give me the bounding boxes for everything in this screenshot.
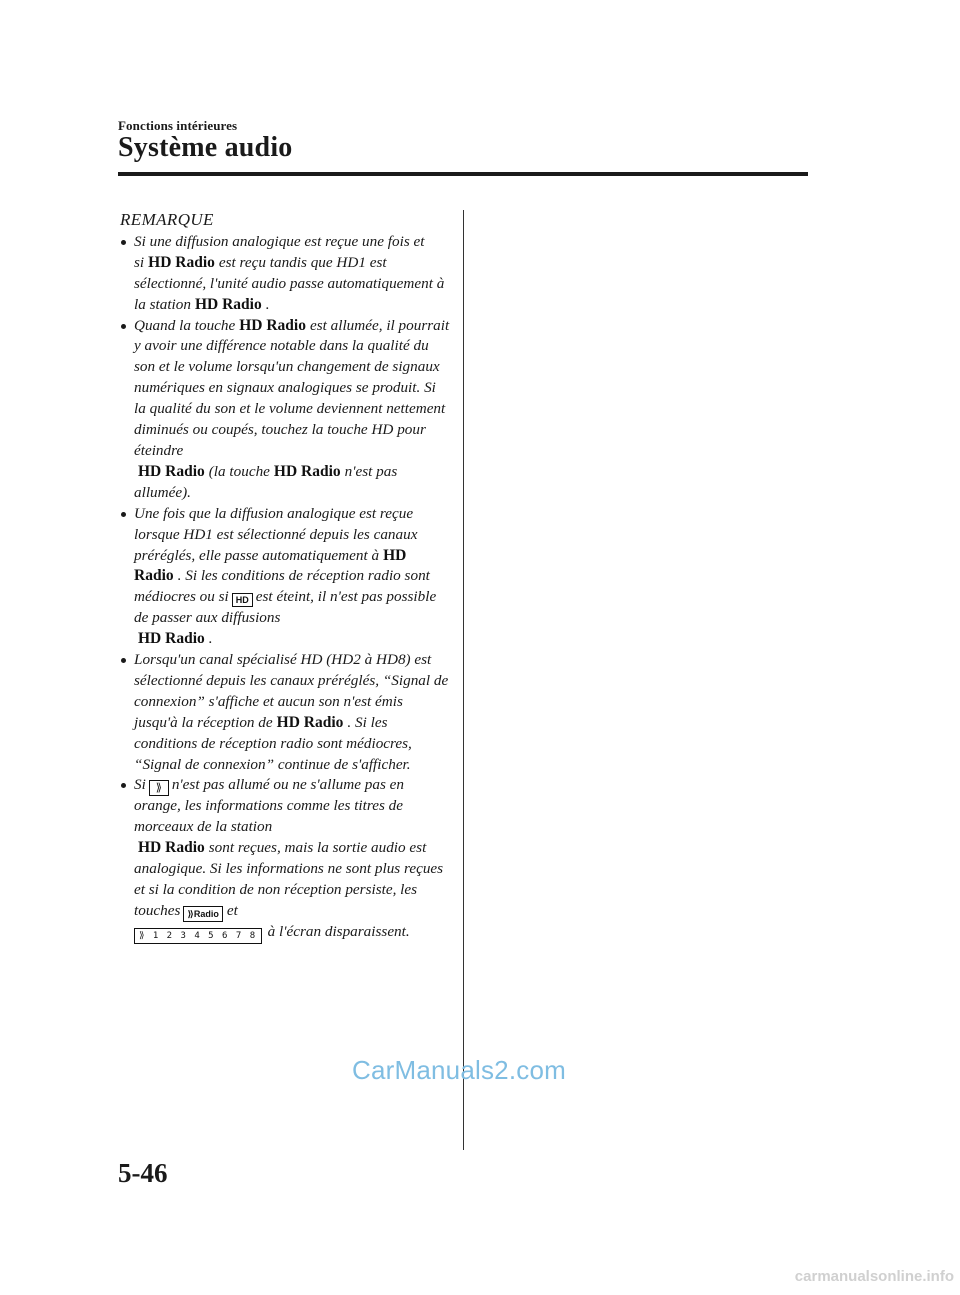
column-divider bbox=[463, 210, 464, 1150]
note-text: à l'écran disparaissent. bbox=[267, 923, 410, 940]
hd-radio-badge: HD Radio bbox=[134, 546, 407, 585]
note-list bbox=[120, 232, 450, 944]
hd-radio-logo-icon: ⟫Radio bbox=[183, 906, 223, 922]
note-item-2 bbox=[120, 316, 450, 504]
section-label: Fonctions intérieures bbox=[118, 118, 238, 133]
note-title: REMARQUE bbox=[120, 210, 214, 229]
note-text: sont reçues, mais la sortie audio est analogique. Si les informations ne sont plus reçues et si la condition de non réception persiste, les touches bbox=[134, 839, 444, 919]
hd-channels-icon: ⟫ 1 2 3 4 5 6 7 8 bbox=[134, 928, 262, 944]
header-divider bbox=[118, 172, 808, 176]
watermark-carmanualsonline: carmanualsonline.info bbox=[794, 1268, 954, 1285]
note-block bbox=[120, 210, 450, 944]
note-text: n'est pas allumée). bbox=[134, 462, 398, 501]
note-text: Lorsqu'un canal spécialisé HD (HD2 à HD8) est sélectionné depuis les canaux préréglés, “Signal de connexion” s'affiche et aucun son n'est émis jusqu'à la réception de bbox=[134, 651, 449, 731]
hd-radio-badge: HD Radio bbox=[148, 253, 215, 271]
hd-radio-badge: HD Radio bbox=[138, 630, 205, 648]
hd-indicator-icon: HD bbox=[232, 593, 253, 607]
hd-radio-badge: HD Radio bbox=[276, 713, 344, 731]
hd-radio-badge: HD Radio bbox=[194, 295, 262, 313]
note-text: est éteint, il n'est pas possible de passer aux diffusions bbox=[134, 588, 437, 627]
note-text: . bbox=[208, 630, 213, 648]
note-text: n'est pas allumé ou ne s'allume pas en orange, les informations comme les titres de morceaux de la station bbox=[134, 776, 405, 836]
note-text: est allumée, il pourrait y avoir une différence notable dans la qualité du son et le volume lorsqu'un changement de signaux numériques en signaux analogiques se produit. Si la qualité du son et le volume deviennent nettement diminués ou coupés, touchez la touche HD pour éteindre bbox=[134, 316, 450, 459]
note-text: Quand la touche bbox=[134, 316, 236, 334]
note-text: . bbox=[265, 295, 270, 313]
hd-radio-badge: HD Radio bbox=[273, 462, 341, 480]
note-item-5 bbox=[120, 775, 450, 944]
note-text: Une fois que la diffusion analogique est reçue lorsque HD1 est sélectionné depuis les canaux préréglés, elle passe automatiquement à bbox=[134, 504, 418, 564]
note-text: Si une diffusion analogique est reçue une fois et si bbox=[134, 232, 425, 271]
hd-signal-icon: ⟫ bbox=[149, 780, 169, 796]
note-item-1 bbox=[120, 232, 450, 316]
note-text: . Si les conditions de réception radio sont médiocres, “Signal de connexion” continue de s'afficher. bbox=[134, 713, 412, 773]
note-item-3 bbox=[120, 504, 450, 650]
note-text: (la touche bbox=[208, 462, 270, 480]
note-item-4 bbox=[120, 650, 450, 775]
note-text: est reçu tandis que HD1 est sélectionné, l'unité audio passe automatiquement à la station bbox=[134, 253, 445, 313]
note-text: et bbox=[226, 902, 238, 919]
page-title: Système audio bbox=[118, 132, 293, 163]
hd-radio-badge: HD Radio bbox=[138, 839, 205, 857]
watermark-carmanuals2: CarManuals2.com bbox=[352, 1055, 566, 1085]
note-text: . Si les conditions de réception radio sont médiocres ou si bbox=[134, 567, 430, 606]
hd-radio-badge: HD Radio bbox=[138, 462, 205, 480]
page-number: 5-46 bbox=[118, 1158, 168, 1188]
hd-radio-badge: HD Radio bbox=[239, 316, 306, 334]
note-text: Si bbox=[134, 776, 146, 794]
